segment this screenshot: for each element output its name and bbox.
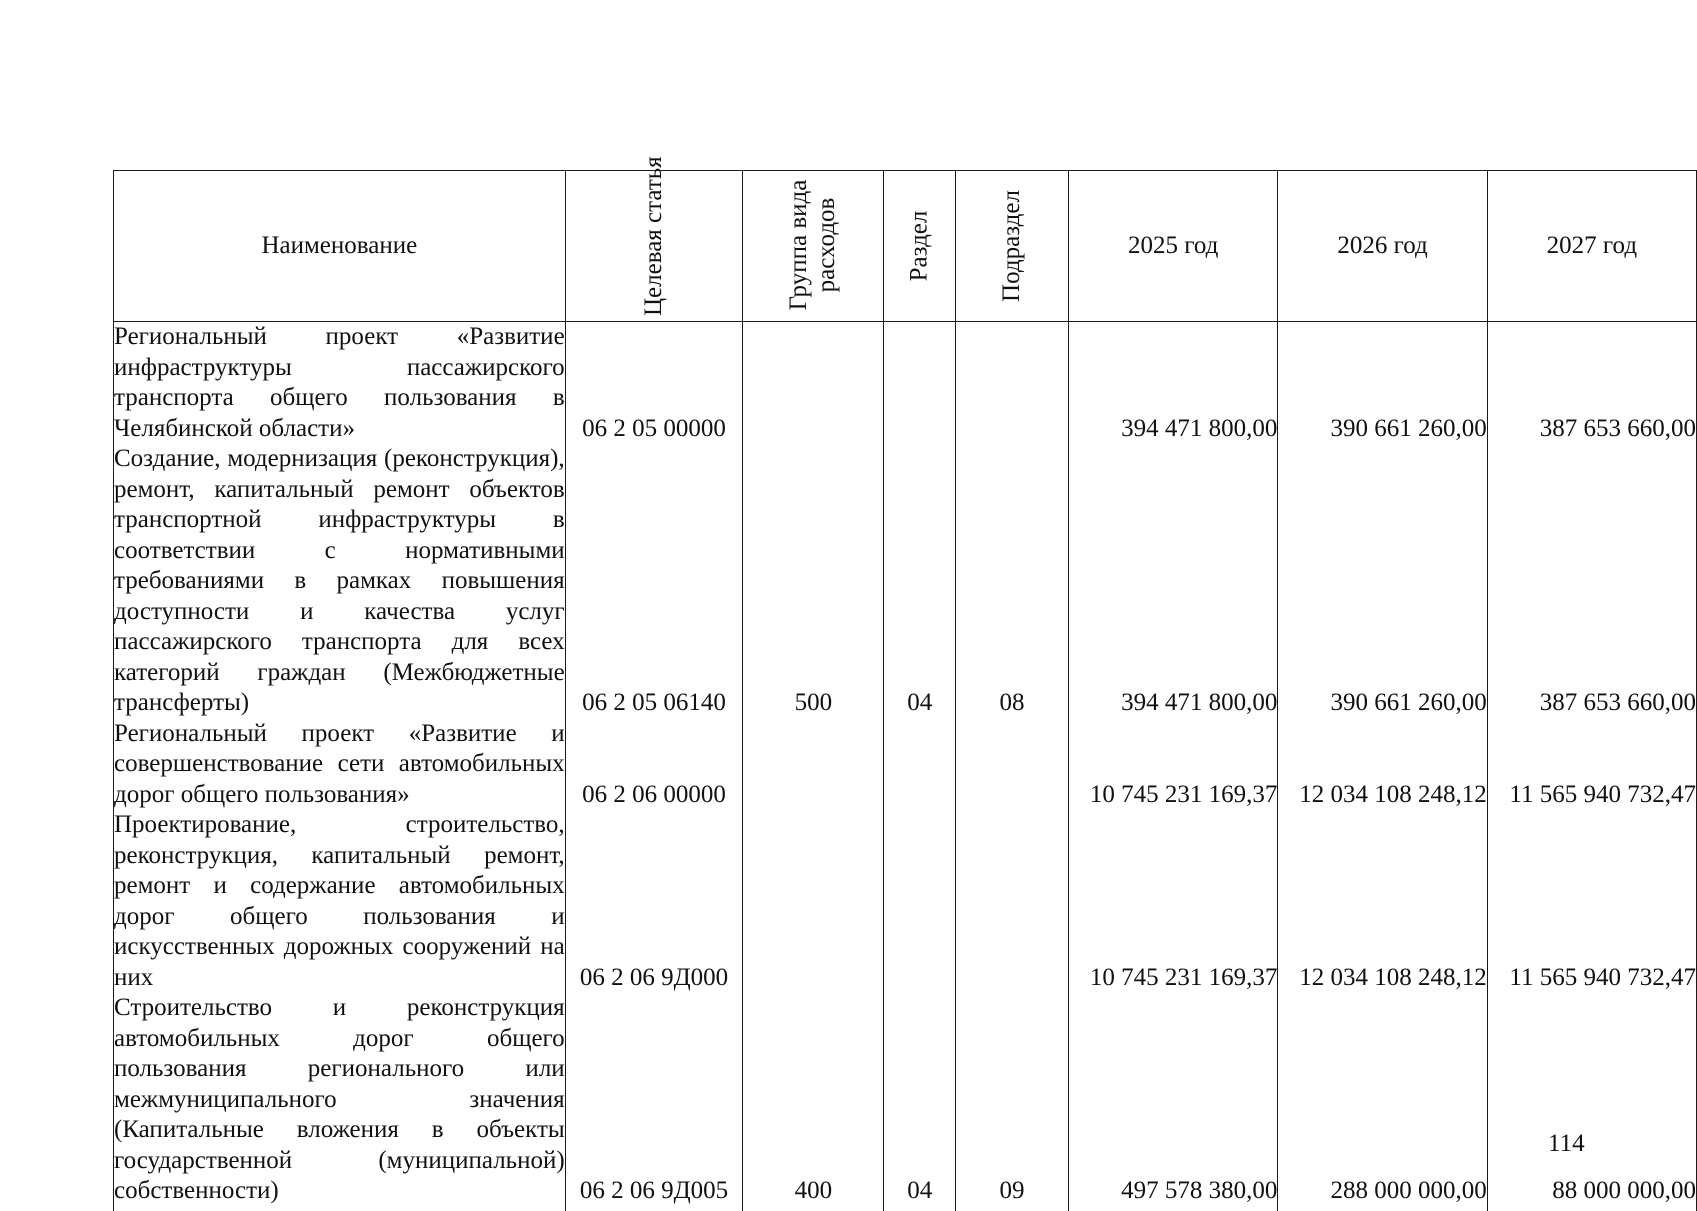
page-number: 114 xyxy=(1548,1130,1585,1157)
header-subsection-text: Подраздел xyxy=(998,189,1026,302)
header-expense-group-text: Группа вида расходов xyxy=(785,179,841,311)
header-expense-group xyxy=(743,171,884,322)
table-row xyxy=(114,444,1697,719)
row-amount-2027: 88 000 000,00 xyxy=(1487,993,1696,1211)
row-amount-2026: 390 661 260,00 xyxy=(1278,322,1487,445)
row-amount-2026: 12 034 108 248,12 xyxy=(1278,810,1487,993)
row-name: Региональный проект «Развитие и совершенствование сети автомобильных дорог общего пользования» xyxy=(114,719,566,811)
row-expense-group xyxy=(743,322,884,445)
row-amount-2025: 394 471 800,00 xyxy=(1068,444,1277,719)
row-target-article: 06 2 06 9Д005 xyxy=(565,993,743,1211)
row-amount-2026: 288 000 000,00 xyxy=(1278,993,1487,1211)
row-amount-2026: 12 034 108 248,12 xyxy=(1278,719,1487,811)
row-expense-group xyxy=(743,810,884,993)
header-year-2026-text: 2026 год xyxy=(1337,231,1428,259)
table-row xyxy=(114,719,1697,811)
row-name: Региональный проект «Развитие инфраструктуры пассажирского транспорта общего пользования в Челябинской области» xyxy=(114,322,566,445)
row-target-article: 06 2 05 00000 xyxy=(565,322,743,445)
row-name: Проектирование, строительство, реконструкция, капитальный ремонт, ремонт и содержание автомобильных дорог общего пользования и искусственных дорожных сооружений на них xyxy=(114,810,566,993)
table-row xyxy=(114,322,1697,445)
row-amount-2025: 497 578 380,00 xyxy=(1068,993,1277,1211)
header-year-2026 xyxy=(1278,171,1487,322)
header-target-article-text: Целевая статья xyxy=(640,156,668,316)
row-section xyxy=(884,322,956,445)
table-row xyxy=(114,993,1697,1211)
row-subsection: 09 xyxy=(956,993,1069,1211)
budget-table xyxy=(113,156,1697,1211)
row-name: Создание, модернизация (реконструкция), ремонт, капитальный ремонт объектов транспортной инфраструктуры в соответствии с нормативными требованиями в рамках повышения доступности и качества услуг пассажирского транспорта для всех категорий граждан (Межбюджетные трансферты) xyxy=(114,444,566,719)
row-amount-2025: 10 745 231 169,37 xyxy=(1068,719,1277,811)
row-name: Строительство и реконструкция автомобильных дорог общего пользования регионального или межмуниципального значения (Капитальные вложения в объекты государственной (муниципальной) собственности) xyxy=(114,993,566,1211)
header-section-text: Раздел xyxy=(905,210,933,282)
table-row xyxy=(114,810,1697,993)
row-subsection: 08 xyxy=(956,444,1069,719)
row-section: 04 xyxy=(884,993,956,1211)
header-year-2027-text: 2027 год xyxy=(1546,231,1638,259)
row-amount-2025: 10 745 231 169,37 xyxy=(1068,810,1277,993)
row-section: 04 xyxy=(884,444,956,719)
header-target-article xyxy=(565,156,743,322)
row-subsection xyxy=(956,322,1069,445)
row-target-article: 06 2 05 06140 xyxy=(565,444,743,719)
header-name xyxy=(114,171,566,322)
row-section xyxy=(884,810,956,993)
row-subsection xyxy=(956,810,1069,993)
header-year-2027 xyxy=(1487,171,1696,322)
row-section xyxy=(884,719,956,811)
header-name-text: Наименование xyxy=(261,231,418,259)
row-target-article: 06 2 06 00000 xyxy=(565,719,743,811)
row-amount-2027: 387 653 660,00 xyxy=(1487,444,1696,719)
row-amount-2025: 394 471 800,00 xyxy=(1068,322,1277,445)
row-amount-2027: 387 653 660,00 xyxy=(1487,322,1696,445)
row-expense-group: 500 xyxy=(743,444,884,719)
row-expense-group: 400 xyxy=(743,993,884,1211)
row-amount-2027: 11 565 940 732,47 xyxy=(1487,810,1696,993)
header-year-2025 xyxy=(1068,171,1277,322)
row-amount-2026: 390 661 260,00 xyxy=(1278,444,1487,719)
row-target-article: 06 2 06 9Д000 xyxy=(565,810,743,993)
row-amount-2027: 11 565 940 732,47 xyxy=(1487,719,1696,811)
header-subsection xyxy=(956,171,1069,322)
table-header-row xyxy=(114,171,1697,322)
header-section xyxy=(884,171,956,322)
header-year-2025-text: 2025 год xyxy=(1127,231,1219,259)
row-subsection xyxy=(956,719,1069,811)
row-expense-group xyxy=(743,719,884,811)
